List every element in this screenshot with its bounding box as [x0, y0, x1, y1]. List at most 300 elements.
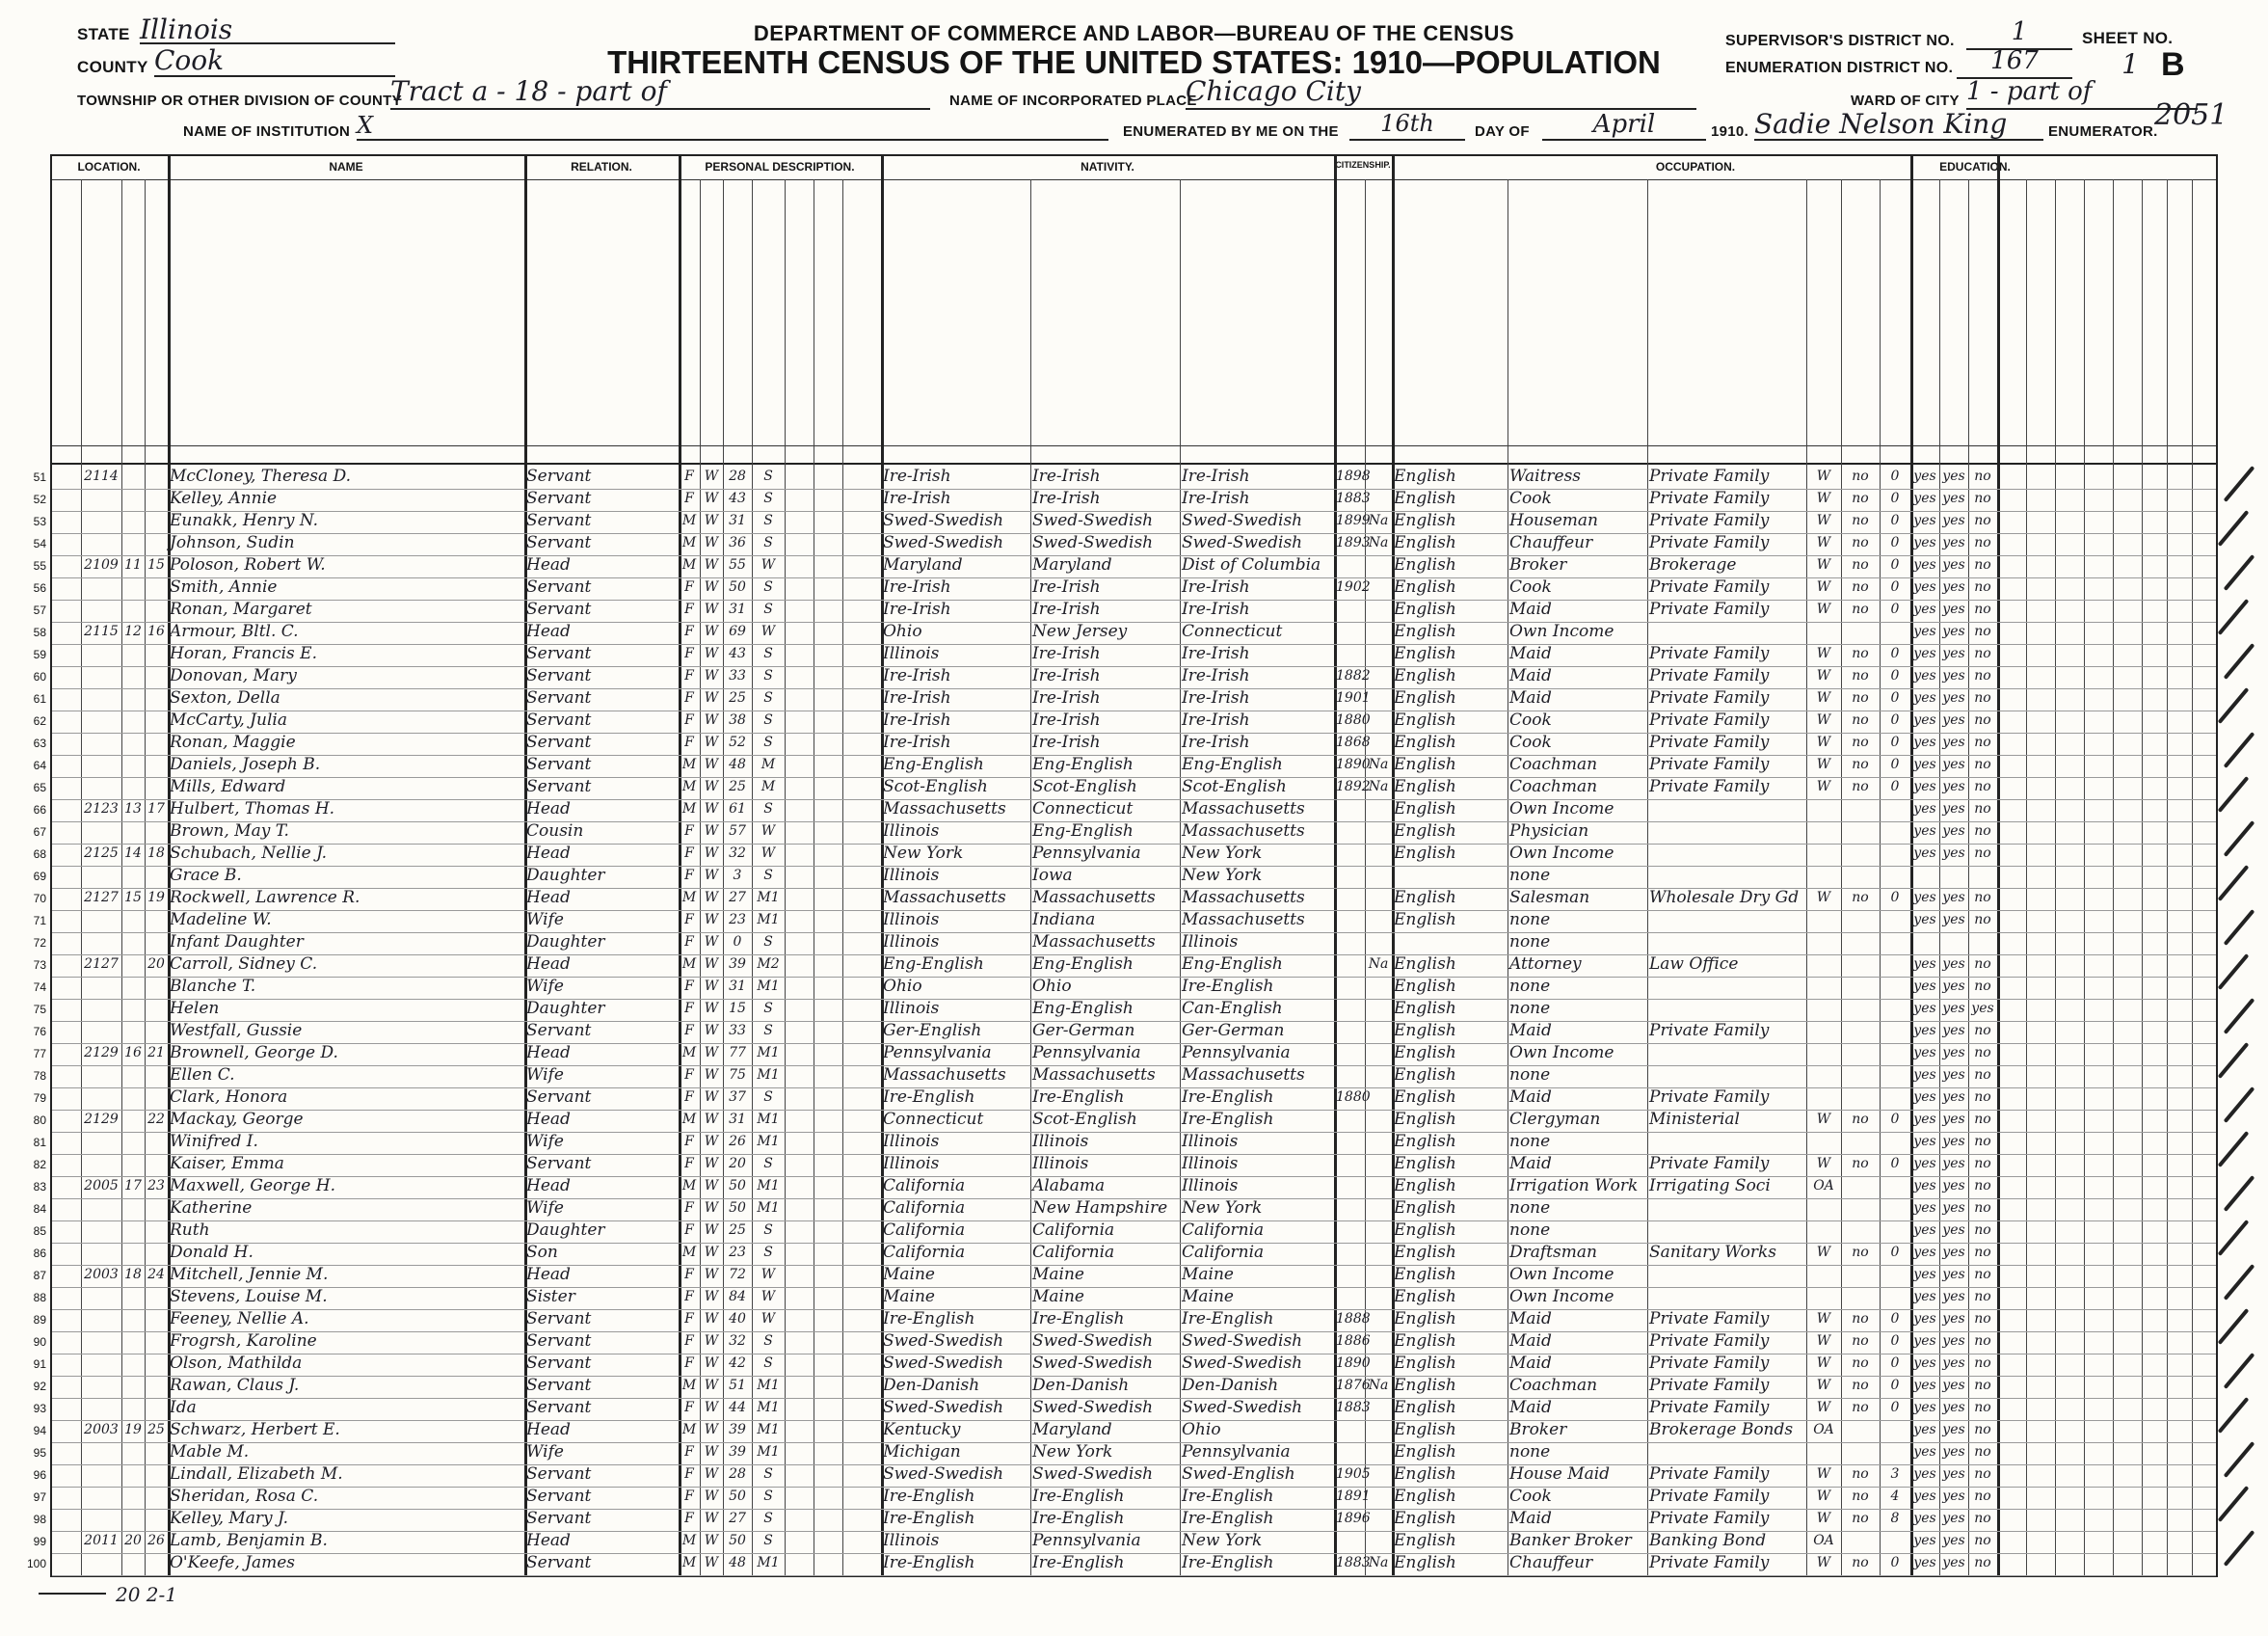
cell-relation: Servant — [526, 533, 592, 552]
line-number: 78 — [33, 1069, 46, 1083]
cell-name: Schubach, Nellie J. — [170, 844, 327, 863]
cell-write: yes — [1942, 979, 1965, 994]
cell-pobm: Connecticut — [1182, 622, 1283, 641]
cell-age: 84 — [729, 1289, 746, 1304]
cell-read: yes — [1913, 1289, 1936, 1304]
cell-pobf: Illinois — [1032, 1154, 1089, 1173]
line-number: 68 — [33, 847, 46, 861]
cell-emp: W — [1816, 1488, 1831, 1504]
cell-lang: English — [1394, 1287, 1456, 1306]
cell-industry: Brokerage — [1649, 555, 1737, 575]
cell-age: 43 — [729, 646, 746, 661]
cell-pobf: California — [1032, 1220, 1115, 1240]
cell-write: yes — [1942, 1555, 1965, 1570]
cell-oww: 0 — [1890, 535, 1900, 550]
cell-pobf: Scot-English — [1032, 777, 1137, 796]
cell-lang: English — [1394, 1110, 1456, 1129]
cell-school: no — [1974, 579, 1991, 595]
cell-ow: no — [1852, 1488, 1869, 1504]
cell-pobf: Ire-English — [1032, 1087, 1125, 1107]
line-number: 79 — [33, 1091, 46, 1105]
county-label: COUNTY — [77, 58, 148, 76]
cell-school: no — [1974, 1112, 1991, 1127]
cell-lang: English — [1394, 577, 1456, 597]
cell-pob: Ire-English — [883, 1309, 975, 1328]
cell-ow: no — [1852, 668, 1869, 684]
cell-name: Blanche T. — [170, 977, 256, 996]
cell-ow: no — [1852, 1378, 1869, 1393]
cell-sex: M — [681, 1245, 697, 1260]
cell-race: W — [704, 845, 719, 861]
cell-name: Westfall, Gussie — [170, 1021, 303, 1040]
line-number: 83 — [33, 1180, 46, 1193]
cell-trade: Banker Broker — [1509, 1531, 1632, 1550]
cell-name: Maxwell, George H. — [170, 1176, 336, 1195]
cell-write: yes — [1942, 1156, 1965, 1171]
cell-age: 42 — [729, 1355, 746, 1371]
cell-write: yes — [1942, 1023, 1965, 1038]
cell-marital: M — [760, 757, 776, 772]
cell-school: no — [1974, 1245, 1991, 1260]
cell-pob: Maine — [883, 1287, 935, 1306]
cell-sex: F — [684, 1355, 694, 1371]
check-mark-icon — [2218, 1308, 2250, 1345]
cell-nat: Na — [1368, 757, 1389, 772]
cell-age: 32 — [729, 1333, 746, 1349]
cell-write: yes — [1942, 646, 1965, 661]
cell-write: yes — [1942, 491, 1965, 506]
cell-trade: Own Income — [1509, 622, 1614, 641]
institution-value: X — [357, 112, 1108, 141]
enumerator-label: ENUMERATOR. — [2048, 123, 2158, 140]
group-education: EDUCATION. — [1939, 160, 2011, 174]
cell-race: W — [704, 1400, 719, 1415]
cell-age: 39 — [729, 956, 746, 972]
cell-oww: 0 — [1890, 1355, 1900, 1371]
cell-age: 3 — [733, 868, 742, 883]
cell-age: 36 — [729, 535, 746, 550]
cell-relation: Servant — [526, 1309, 592, 1328]
cell-dwelling: 16 — [124, 1045, 142, 1060]
cell-school: no — [1974, 1488, 1991, 1504]
cell-read: yes — [1913, 491, 1936, 506]
cell-name: Johnson, Sudin — [170, 533, 295, 552]
cell-pobf: Iowa — [1032, 866, 1073, 885]
cell-pobf: Ire-English — [1032, 1487, 1125, 1506]
cell-race: W — [704, 934, 719, 950]
cell-relation: Servant — [526, 1553, 592, 1572]
cell-lang: English — [1394, 1509, 1456, 1528]
cell-school: no — [1974, 1311, 1991, 1327]
cell-write: yes — [1942, 1488, 1965, 1504]
cell-age: 51 — [729, 1378, 746, 1393]
cell-race: W — [704, 823, 719, 839]
supervisor-label: SUPERVISOR'S DISTRICT NO. — [1725, 33, 1955, 49]
cell-lang: English — [1394, 555, 1456, 575]
cell-oww: 0 — [1890, 1245, 1900, 1260]
cell-nat: Na — [1368, 535, 1389, 550]
cell-lang: English — [1394, 1354, 1456, 1373]
cell-emp: OA — [1813, 1178, 1834, 1193]
cell-sex: F — [684, 1488, 694, 1504]
line-number: 59 — [33, 648, 46, 661]
cell-read: yes — [1913, 1222, 1936, 1238]
cell-industry: Private Family — [1649, 1553, 1770, 1572]
cell-trade: none — [1509, 1065, 1551, 1085]
cell-pobm: Ire-Irish — [1182, 733, 1250, 752]
cell-pobm: Ohio — [1182, 1420, 1221, 1439]
cell-relation: Cousin — [526, 821, 584, 841]
line-number: 86 — [33, 1247, 46, 1260]
cell-marital: W — [760, 557, 776, 573]
cell-write: yes — [1942, 1533, 1965, 1548]
cell-pob: Ohio — [883, 622, 922, 641]
line-number: 76 — [33, 1025, 46, 1038]
cell-industry: Banking Bond — [1649, 1531, 1767, 1550]
line-number: 92 — [33, 1380, 46, 1393]
cell-age: 72 — [729, 1267, 746, 1282]
cell-marital: S — [763, 1511, 773, 1526]
cell-write: yes — [1942, 624, 1965, 639]
cell-race: W — [704, 1067, 719, 1083]
cell-sex: F — [684, 979, 694, 994]
cell-read: yes — [1913, 1466, 1936, 1482]
check-mark-icon — [2224, 998, 2255, 1034]
cell-race: W — [704, 1555, 719, 1570]
cell-pobf: Ire-Irish — [1032, 489, 1101, 508]
cell-race: W — [704, 757, 719, 772]
check-mark-icon — [2218, 1131, 2250, 1167]
line-number: 95 — [33, 1446, 46, 1460]
cell-marital: M1 — [757, 1134, 780, 1149]
cell-pob: Eng-English — [883, 954, 984, 974]
cell-sex: M — [681, 513, 697, 528]
cell-sex: F — [684, 579, 694, 595]
cell-dwelling: 14 — [124, 845, 142, 861]
cell-ow: no — [1852, 646, 1869, 661]
year-label: 1910. — [1711, 123, 1749, 140]
cell-race: W — [704, 668, 719, 684]
cell-trade: Cook — [1509, 733, 1552, 752]
cell-pobf: Ire-Irish — [1032, 577, 1101, 597]
cell-name: Armour, Bltl. C. — [170, 622, 299, 641]
cell-marital: M1 — [757, 1067, 780, 1083]
cell-read: yes — [1913, 1267, 1936, 1282]
cell-ow: no — [1852, 1156, 1869, 1171]
cell-immig: 1890 — [1336, 757, 1371, 772]
cell-read: yes — [1913, 1333, 1936, 1349]
cell-name: Olson, Mathilda — [170, 1354, 303, 1373]
cell-sex: M — [681, 956, 697, 972]
cell-sex: F — [684, 1001, 694, 1016]
cell-read: yes — [1913, 646, 1936, 661]
cell-race: W — [704, 624, 719, 639]
cell-lang: English — [1394, 1065, 1456, 1085]
cell-immig: 1890 — [1336, 1355, 1371, 1371]
cell-pob: California — [883, 1176, 966, 1195]
cell-lang: English — [1394, 1220, 1456, 1240]
cell-lang: English — [1394, 1420, 1456, 1439]
cell-write: yes — [1942, 469, 1965, 484]
cell-marital: W — [760, 1267, 776, 1282]
cell-lang: English — [1394, 1531, 1456, 1550]
cell-name: Infant Daughter — [170, 932, 304, 952]
cell-write: yes — [1942, 801, 1965, 817]
cell-race: W — [704, 579, 719, 595]
cell-trade: Cook — [1509, 489, 1552, 508]
cell-lang: English — [1394, 533, 1456, 552]
cell-write: yes — [1942, 1289, 1965, 1304]
cell-relation: Servant — [526, 1487, 592, 1506]
cell-house: 2114 — [84, 469, 119, 484]
check-mark-icon — [2218, 776, 2250, 813]
cell-name: Daniels, Joseph B. — [170, 755, 321, 774]
cell-pobf: Massachusetts — [1032, 888, 1156, 907]
cell-age: 27 — [729, 1511, 746, 1526]
cell-ow: no — [1852, 579, 1869, 595]
cell-sex: F — [684, 1222, 694, 1238]
cell-race: W — [704, 912, 719, 927]
cell-relation: Head — [526, 1531, 571, 1550]
cell-sex: M — [681, 779, 697, 794]
cell-marital: S — [763, 735, 773, 750]
cell-ow: no — [1852, 469, 1869, 484]
cell-emp: W — [1816, 1311, 1831, 1327]
cell-emp: W — [1816, 1333, 1831, 1349]
cell-pobm: Pennsylvania — [1182, 1442, 1291, 1462]
cell-relation: Head — [526, 844, 571, 863]
cell-lang: English — [1394, 511, 1456, 530]
cell-marital: M1 — [757, 912, 780, 927]
cell-trade: Maid — [1509, 644, 1552, 663]
cell-pob: Ire-English — [883, 1487, 975, 1506]
cell-age: 44 — [729, 1400, 746, 1415]
line-number: 70 — [33, 892, 46, 905]
cell-pob: Massachusetts — [883, 888, 1006, 907]
cell-age: 50 — [729, 1200, 746, 1216]
cell-immig: 1876 — [1336, 1378, 1371, 1393]
cell-age: 0 — [733, 934, 742, 950]
enumerated-label: ENUMERATED BY ME ON THE — [1123, 123, 1339, 140]
line-number: 61 — [33, 692, 46, 706]
cell-age: 40 — [729, 1311, 746, 1327]
cell-pobm: Ire-Irish — [1182, 644, 1250, 663]
cell-dwelling: 19 — [124, 1422, 142, 1437]
cell-marital: S — [763, 1089, 773, 1105]
footer-note: 20 2-1 — [116, 1583, 178, 1606]
cell-house: 2115 — [84, 624, 119, 639]
cell-pobm: Illinois — [1182, 1132, 1239, 1151]
line-number: 66 — [33, 803, 46, 817]
cell-age: 32 — [729, 845, 746, 861]
cell-pob: Illinois — [883, 1531, 940, 1550]
cell-school: no — [1974, 491, 1991, 506]
cell-oww: 0 — [1890, 1400, 1900, 1415]
cell-pobm: Can-English — [1182, 999, 1283, 1018]
cell-age: 25 — [729, 1222, 746, 1238]
cell-pobm: California — [1182, 1243, 1265, 1262]
check-mark-icon — [2218, 599, 2250, 635]
cell-trade: Own Income — [1509, 1043, 1614, 1062]
cell-sex: F — [684, 912, 694, 927]
cell-immig: 1899 — [1336, 513, 1371, 528]
cell-read: yes — [1913, 845, 1936, 861]
cell-sex: F — [684, 690, 694, 706]
cell-pob: Scot-English — [883, 777, 988, 796]
cell-read: yes — [1913, 1422, 1936, 1437]
cell-age: 33 — [729, 1023, 746, 1038]
cell-marital: W — [760, 823, 776, 839]
cell-marital: S — [763, 513, 773, 528]
cell-pobf: New Hampshire — [1032, 1198, 1168, 1218]
cell-pob: Den-Danish — [883, 1376, 980, 1395]
cell-name: McCloney, Theresa D. — [170, 467, 351, 486]
line-number: 90 — [33, 1335, 46, 1349]
enumeration-month: April — [1542, 110, 1706, 141]
cell-marital: S — [763, 535, 773, 550]
cell-school: no — [1974, 1067, 1991, 1083]
cell-relation: Head — [526, 954, 571, 974]
cell-family: 15 — [147, 557, 165, 573]
cell-read: yes — [1913, 668, 1936, 684]
cell-emp: OA — [1813, 1422, 1834, 1437]
cell-industry: Private Family — [1649, 666, 1770, 685]
cell-pobf: Maryland — [1032, 1420, 1112, 1439]
cell-write: yes — [1942, 602, 1965, 617]
cell-read: yes — [1913, 1400, 1936, 1415]
cell-school: no — [1974, 1533, 1991, 1548]
cell-pob: Illinois — [883, 910, 940, 929]
cell-school: no — [1974, 1511, 1991, 1526]
cell-pobf: Maryland — [1032, 555, 1112, 575]
cell-pobf: Pennsylvania — [1032, 1531, 1141, 1550]
line-number: 64 — [33, 759, 46, 772]
cell-sex: F — [684, 1289, 694, 1304]
cell-school: no — [1974, 513, 1991, 528]
cell-ow: no — [1852, 535, 1869, 550]
group-citizenship: CITIZENSHIP. — [1335, 160, 1391, 170]
cell-read: yes — [1913, 690, 1936, 706]
cell-name: Helen — [170, 999, 220, 1018]
cell-age: 31 — [729, 1112, 746, 1127]
cell-relation: Wife — [526, 910, 564, 929]
cell-pob: California — [883, 1198, 966, 1218]
cell-emp: W — [1816, 557, 1831, 573]
cell-race: W — [704, 1267, 719, 1282]
cell-pobm: Massachusetts — [1182, 799, 1305, 818]
cell-family: 20 — [147, 956, 165, 972]
cell-pobm: Ire-English — [1182, 1110, 1274, 1129]
cell-oww: 0 — [1890, 513, 1900, 528]
cell-lang: English — [1394, 821, 1456, 841]
cell-trade: Maid — [1509, 600, 1552, 619]
cell-pobf: Ire-Irish — [1032, 600, 1101, 619]
cell-emp: W — [1816, 602, 1831, 617]
cell-emp: W — [1816, 579, 1831, 595]
cell-school: no — [1974, 1555, 1991, 1570]
cell-read: yes — [1913, 956, 1936, 972]
cell-sex: M — [681, 1555, 697, 1570]
cell-read: yes — [1913, 1134, 1936, 1149]
cell-age: 15 — [729, 1001, 746, 1016]
cell-relation: Servant — [526, 1376, 592, 1395]
cell-name: Poloson, Robert W. — [170, 555, 326, 575]
cell-marital: S — [763, 1488, 773, 1504]
cell-race: W — [704, 646, 719, 661]
cell-pob: Illinois — [883, 1132, 940, 1151]
cell-oww: 0 — [1890, 1333, 1900, 1349]
state-label: STATE — [77, 25, 130, 43]
cell-immig: 1896 — [1336, 1511, 1371, 1526]
cell-read: yes — [1913, 1511, 1936, 1526]
cell-nat: Na — [1368, 779, 1389, 794]
county-value: Cook — [154, 44, 395, 77]
cell-oww: 0 — [1890, 1156, 1900, 1171]
cell-relation: Servant — [526, 1354, 592, 1373]
cell-industry: Irrigating Soci — [1649, 1176, 1771, 1195]
cell-school: no — [1974, 1045, 1991, 1060]
line-number: 98 — [33, 1513, 46, 1526]
cell-trade: Cook — [1509, 577, 1552, 597]
cell-school: no — [1974, 535, 1991, 550]
cell-emp: W — [1816, 1245, 1831, 1260]
line-number: 96 — [33, 1468, 46, 1482]
cell-race: W — [704, 1355, 719, 1371]
line-number: 87 — [33, 1269, 46, 1282]
cell-oww: 3 — [1890, 1466, 1900, 1482]
cell-lang: English — [1394, 1442, 1456, 1462]
cell-house: 2129 — [84, 1045, 119, 1060]
cell-race: W — [704, 690, 719, 706]
cell-pob: Ire-English — [883, 1553, 975, 1572]
cell-oww: 0 — [1890, 469, 1900, 484]
cell-school: no — [1974, 735, 1991, 750]
cell-write: yes — [1942, 1045, 1965, 1060]
cell-write: yes — [1942, 1245, 1965, 1260]
cell-age: 39 — [729, 1422, 746, 1437]
line-number: 53 — [33, 515, 46, 528]
cell-lang: English — [1394, 1087, 1456, 1107]
cell-trade: Chauffeur — [1509, 1553, 1593, 1572]
cell-marital: M1 — [757, 1422, 780, 1437]
cell-name: Mable M. — [170, 1442, 250, 1462]
cell-pobf: Swed-Swedish — [1032, 1331, 1154, 1351]
cell-race: W — [704, 557, 719, 573]
check-mark-icon — [2218, 1486, 2250, 1522]
cell-trade: Attorney — [1509, 954, 1582, 974]
cell-write: yes — [1942, 1222, 1965, 1238]
group-name: NAME — [329, 160, 363, 174]
cell-pob: Ire-English — [883, 1087, 975, 1107]
cell-lang: English — [1394, 1132, 1456, 1151]
cell-school: no — [1974, 1178, 1991, 1193]
cell-race: W — [704, 890, 719, 905]
cell-house: 2129 — [84, 1112, 119, 1127]
cell-pob: Illinois — [883, 644, 940, 663]
cell-read: yes — [1913, 1067, 1936, 1083]
cell-ow: no — [1852, 1112, 1869, 1127]
cell-emp: W — [1816, 712, 1831, 728]
check-mark-icon — [2224, 1086, 2255, 1123]
cell-trade: none — [1509, 932, 1551, 952]
cell-pobf: Ire-English — [1032, 1309, 1125, 1328]
cell-age: 57 — [729, 823, 746, 839]
cell-marital: M1 — [757, 1400, 780, 1415]
cell-immig: 1893 — [1336, 535, 1371, 550]
state-value: Illinois — [140, 13, 395, 44]
cell-trade: Cook — [1509, 1487, 1552, 1506]
cell-sex: F — [684, 823, 694, 839]
